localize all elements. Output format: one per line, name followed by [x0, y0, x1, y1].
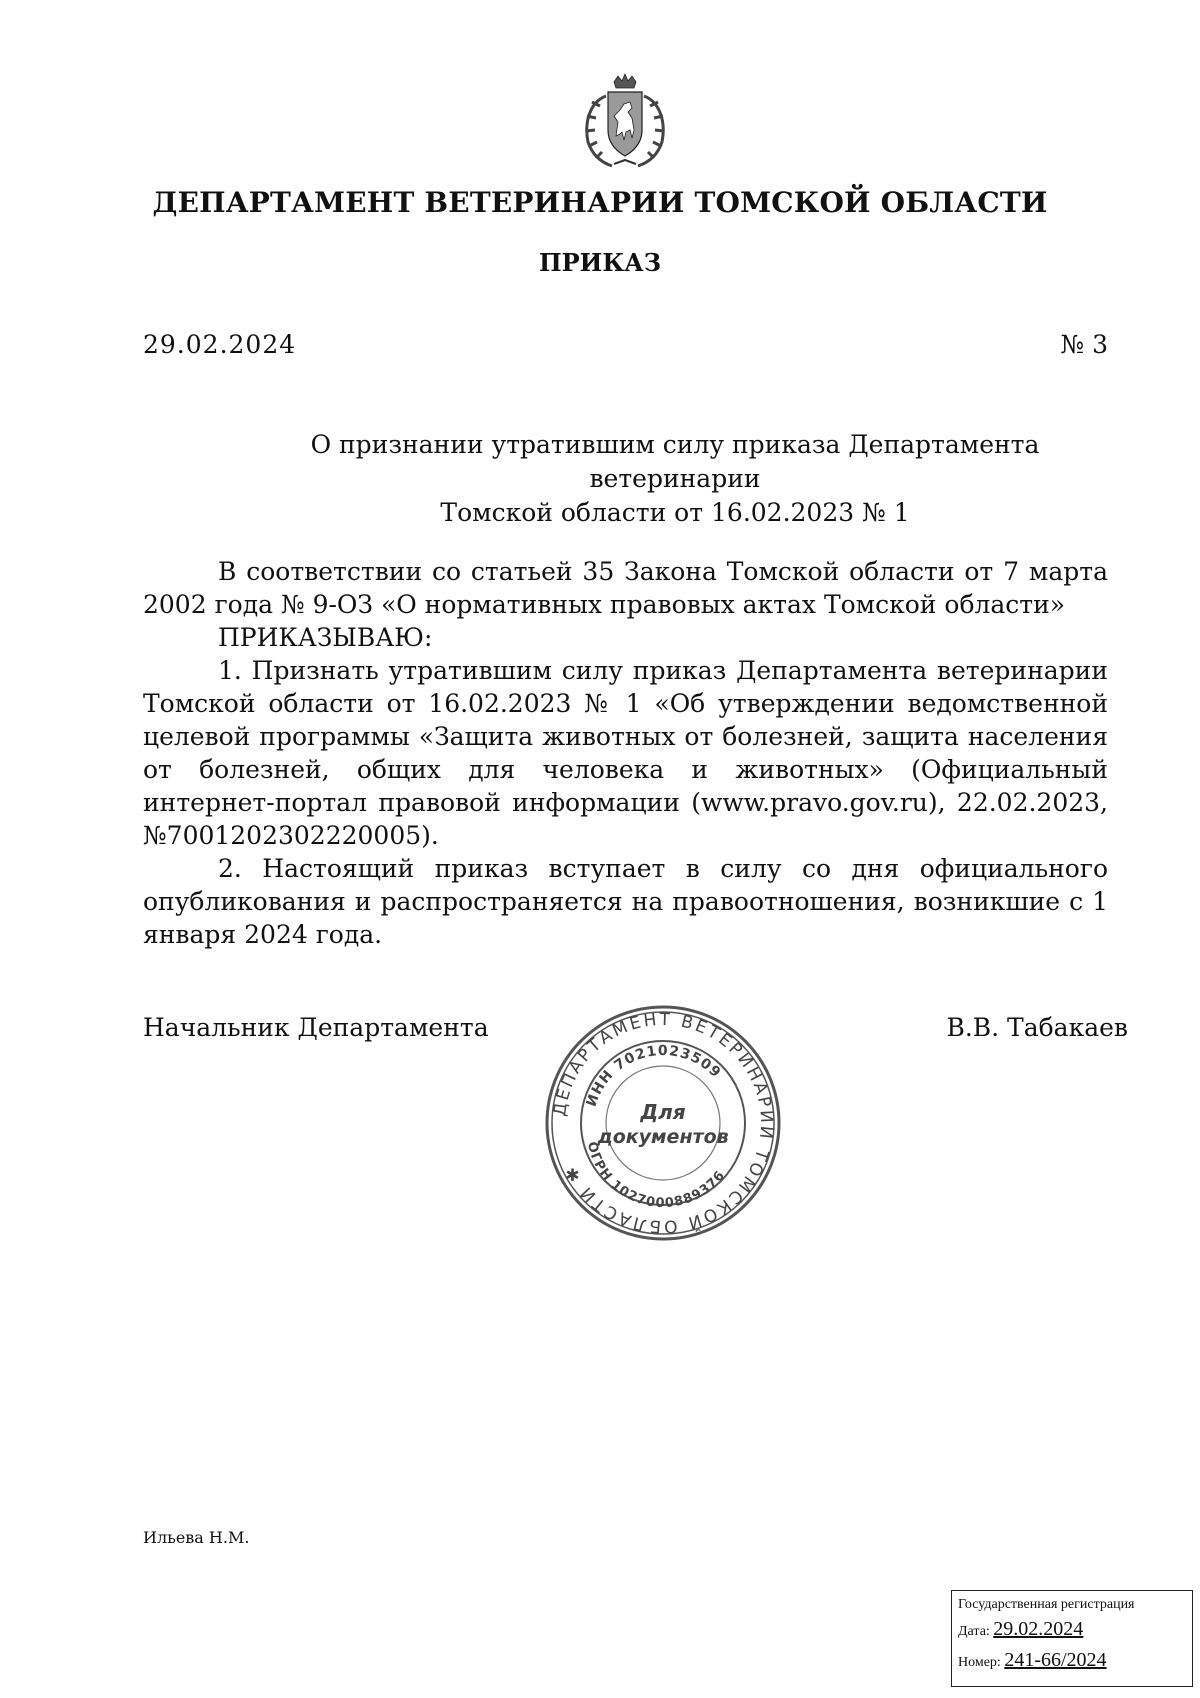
order-item-1: 1. Признать утратившим силу приказ Департамента ветеринарии Томской области от 16.02.2023 № 1 «Об утверждении ведомственной целевой программы «Защита животных от болезней, защита населения от болезней, общих для человека и животных» (Официальный интернет-портал правовой информации (www.pravo.gov.ru), 22.02.2023, №7001202302220005).: [143, 656, 1108, 850]
order-item-2: 2. Настоящий приказ вступает в силу со дня официального опубликования и распространяется на правоотношения, возникшие с 1 января 2024 года.: [143, 854, 1108, 949]
registration-number-value: 241-66/2024: [1004, 1649, 1107, 1671]
department-title: ДЕПАРТАМЕНТ ВЕТЕРИНАРИИ ТОМСКОЙ ОБЛАСТИ: [152, 186, 1048, 219]
order-body: [143, 555, 1108, 951]
subject-line-2: Томской области от 16.02.2023 № 1: [440, 498, 910, 527]
signer-name: В.В. Табакаев: [946, 1013, 1128, 1042]
stamp-ogrn: ОГРН 1027000889376: [583, 1140, 729, 1212]
registration-number-row: [958, 1646, 1186, 1677]
registration-date-label: Дата:: [958, 1624, 990, 1639]
registration-number-label: Номер:: [958, 1655, 1001, 1670]
stamp-outer-text: ДЕПАРТАМЕНТ ВЕТЕРИНАРИИ ТОМСКОЙ ОБЛАСТИ ✱: [550, 1009, 777, 1237]
stamp-inn: ИНН 7021023509: [583, 1043, 725, 1109]
stamp-center-line-1: Для: [640, 1100, 686, 1124]
registration-box: [951, 1590, 1193, 1687]
signer-title: Начальник Департамента: [143, 1013, 489, 1042]
subject-line-1: О признании утратившим силу приказа Департамента ветеринарии: [310, 430, 1040, 493]
stamp-center-line-2: документов: [597, 1126, 729, 1148]
registration-heading: Государственная регистрация: [958, 1597, 1135, 1612]
coat-of-arms-icon: [570, 72, 680, 172]
order-number: № 3: [1060, 330, 1108, 359]
preamble-paragraph: В соответствии со статьей 35 Закона Томской области от 7 марта 2002 года № 9-ОЗ «О нормативных правовых актах Томской области»: [143, 557, 1108, 619]
official-stamp: [543, 1003, 783, 1243]
order-subject: [250, 428, 1100, 530]
registration-date-value: 29.02.2024: [993, 1618, 1084, 1640]
order-directive: ПРИКАЗЫВАЮ:: [218, 623, 433, 652]
executor-name: Ильева Н.М.: [143, 1528, 250, 1547]
document-type-title: ПРИКАЗ: [538, 248, 662, 277]
registration-date-row: [958, 1615, 1186, 1646]
order-date: 29.02.2024: [143, 330, 297, 359]
